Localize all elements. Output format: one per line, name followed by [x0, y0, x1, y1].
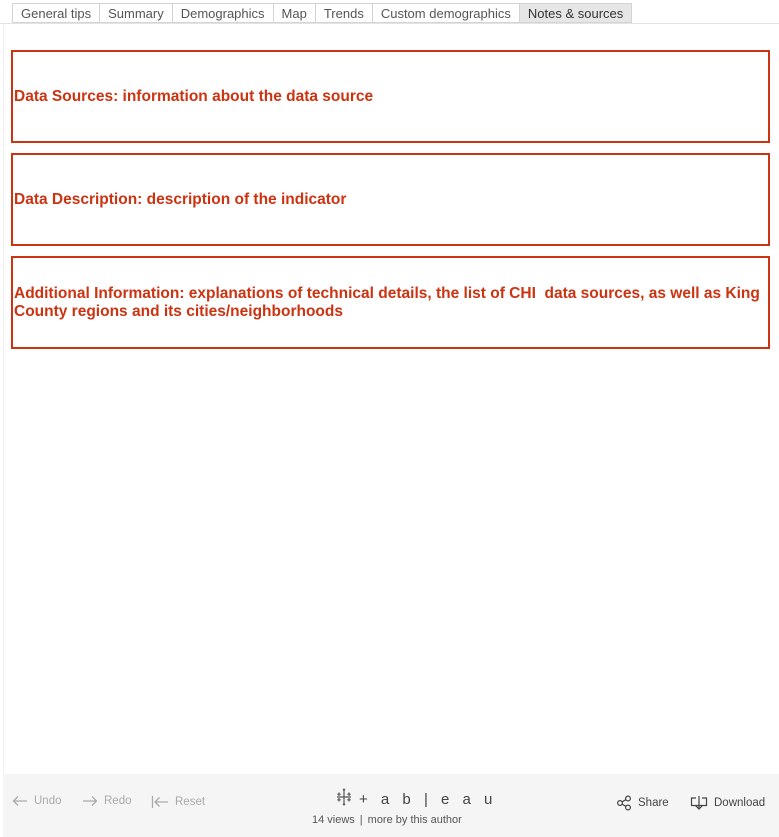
view-stats [312, 814, 462, 826]
redo-button[interactable] [82, 795, 132, 807]
tab-general-tips[interactable]: General tips [12, 3, 99, 23]
tab-map[interactable]: Map [273, 3, 315, 23]
viz-toolbar [3, 774, 779, 837]
redo-label: Redo [104, 795, 132, 807]
tab-demographics[interactable]: Demographics [172, 3, 273, 23]
tableau-wordmark: + a b | e a u [359, 791, 497, 808]
reset-label: Reset [175, 796, 206, 808]
tab-trends[interactable]: Trends [315, 3, 372, 23]
arrow-right-icon [82, 795, 98, 807]
data-sources-text: Data Sources: information about the data source [14, 87, 374, 105]
share-button[interactable] [616, 795, 669, 811]
tab-notes-sources[interactable]: Notes & sources [519, 3, 632, 23]
download-icon [690, 795, 708, 811]
undo-label: Undo [34, 795, 62, 807]
reset-icon [151, 795, 169, 809]
views-count: 14 views [312, 814, 355, 826]
additional-information-text: Additional Information: explanations of technical details, the list of CHI data sources, as well as King County regions and its cities/neighborhoods [14, 284, 765, 320]
reset-button[interactable] [151, 795, 205, 809]
tableau-logo[interactable] [335, 788, 497, 811]
data-description-text: Data Description: description of the indicator [14, 190, 347, 208]
stats-separator: | [359, 814, 363, 826]
tab-custom-demographics[interactable]: Custom demographics [372, 3, 519, 23]
dashboard-tabs [12, 3, 632, 23]
data-sources-box[interactable] [11, 50, 770, 143]
tab-summary[interactable]: Summary [99, 3, 172, 23]
additional-information-box[interactable] [11, 256, 770, 349]
more-by-author-link[interactable]: more by this author [367, 814, 462, 826]
download-button[interactable] [690, 795, 765, 811]
undo-button[interactable] [12, 795, 62, 807]
share-icon [616, 795, 632, 811]
tableau-logo-icon [335, 788, 353, 811]
data-description-box[interactable] [11, 153, 770, 246]
arrow-left-icon [12, 795, 28, 807]
share-label: Share [638, 797, 669, 809]
download-label: Download [714, 797, 766, 809]
